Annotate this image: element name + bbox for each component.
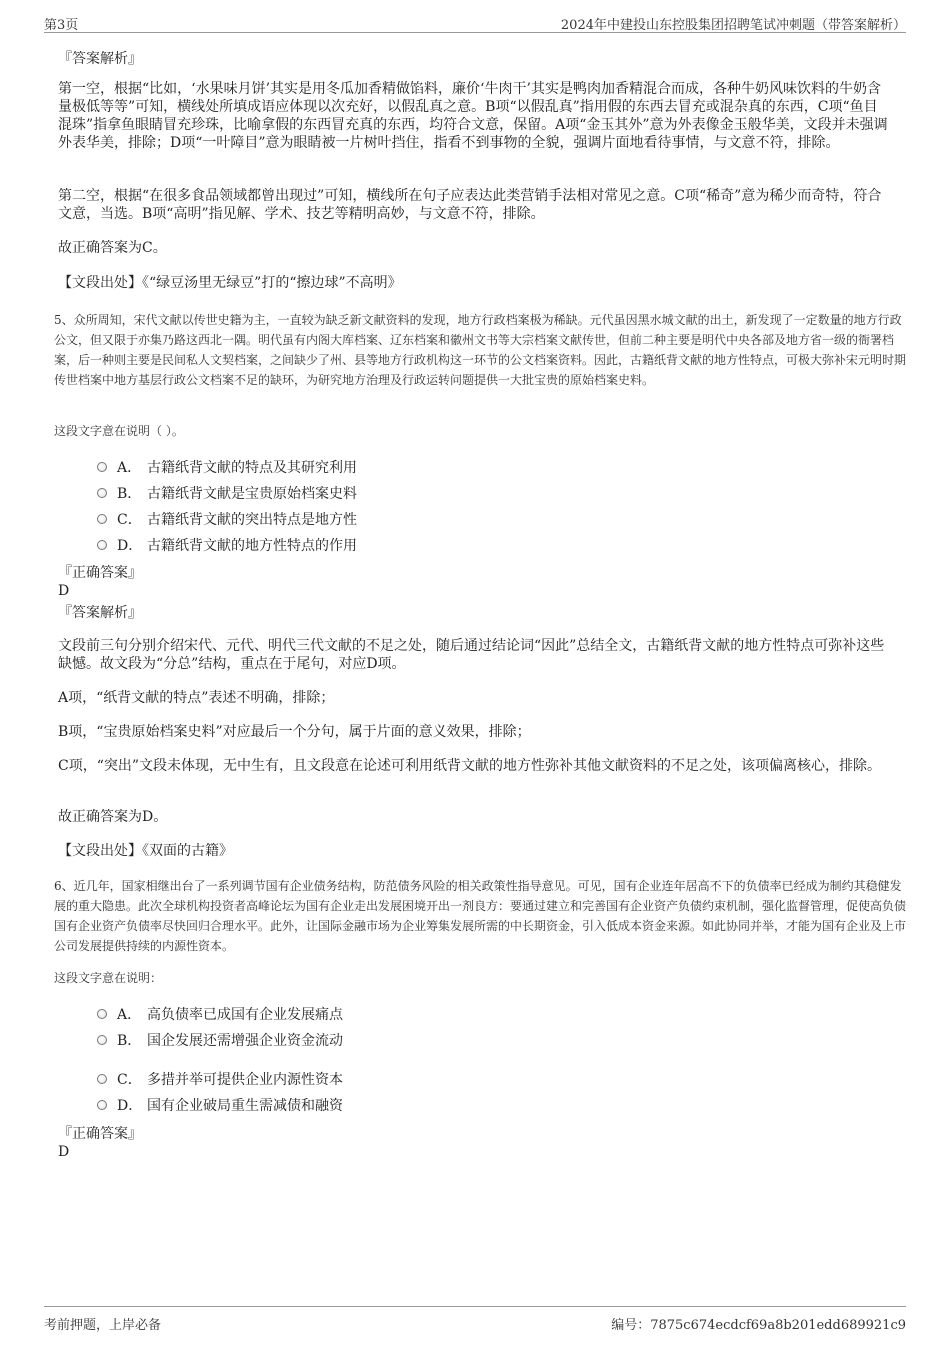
question-5-stem: 5、众所周知，宋代文献以传世史籍为主，一直较为缺乏新文献资料的发现，地方行政档案极为稀缺。元代虽因黑水城文献的出土，新发现了一定数量的地方行政公文，但又限于亦集乃路这西北一隅。明代虽有内阁大库档案、辽东档案和徽州文书等大宗档案文献传世，但前二种主要是明代中央各部及地方省一级的衙署档案，后一种则主要是民间私人文契档案，之间缺少了州、县等地方行政机构这一环节的公文档案资料。因此，古籍纸背文献的地方性特点，可极大弥补宋元明时期传世档案中地方基层行政公文档案不足的缺环，为研究地方治理及行政运转问题提供一大批宝贵的原始档案史料。: [54, 313, 907, 387]
radio-icon[interactable]: [97, 1100, 107, 1110]
radio-icon[interactable]: [97, 514, 107, 524]
footer-serial: 编号：7875c674ecdcf69a8b201edd689921c9: [611, 1318, 906, 1333]
question-5-prompt: 这段文字意在说明（ ）。: [54, 424, 184, 438]
page-header: [44, 12, 906, 33]
question-5-option-b[interactable]: B． 古籍纸背文献是宝贵原始档案史料: [97, 484, 357, 504]
radio-icon[interactable]: [97, 488, 107, 498]
footer-slogan: 考前押题，上岸必备: [44, 1318, 162, 1333]
answer-label-6: 『正确答案』: [58, 1126, 142, 1142]
source-5: 【文段出处】《双面的古籍》: [58, 843, 233, 859]
analysis-para-2: 第二空，根据“在很多食品领域都曾出现过”可知，横线所在句子应表达此类营销手法相对常见之意。C项“稀奇”意为稀少而奇特，符合文意，当选。B项“高明”指见解、学术、技艺等精明高妙，与文意不符，排除。: [58, 188, 882, 222]
question-5-option-a[interactable]: A． 古籍纸背文献的特点及其研究利用: [97, 458, 357, 478]
document-title: 2024年中建投山东控股集团招聘笔试冲刺题（带答案解析）: [560, 18, 906, 33]
answer-5: D: [58, 583, 70, 599]
radio-icon[interactable]: [97, 1074, 107, 1084]
radio-icon[interactable]: [97, 540, 107, 550]
radio-icon[interactable]: [97, 462, 107, 472]
explain-c-5: C项，“突出”文段未体现，无中生有，且文段意在论述可利用纸背文献的地方性弥补其他文献资料的不足之处，该项偏离核心，排除。: [58, 758, 882, 774]
question-6-option-b[interactable]: B． 国企发展还需增强企业资金流动: [97, 1031, 343, 1051]
question-5-option-c[interactable]: C． 古籍纸背文献的突出特点是地方性: [97, 510, 357, 530]
question-6-stem: 6、近几年，国家相继出台了一系列调节国有企业债务结构，防范债务风险的相关政策性指导意见。可见，国有企业连年居高不下的负债率已经成为制约其稳健发展的重大隐患。此次全球机构投资者高峰论坛为国有企业走出发展困境开出一剂良方：要通过建立和完善国有企业资产负债约束机制，强化监督管理，促使高负债国有企业资产负债率尽快回归合理水平。此外，让国际金融市场为企业筹集发展所需的中长期资金，引入低成本资金来源。如此协同并举，才能为国有企业及上市公司发展提供持续的内源性资本。: [54, 879, 907, 953]
analysis-label-1: 『答案解析』: [58, 51, 142, 67]
answer-6: D: [58, 1144, 70, 1160]
explain-b-5: B项，“宝贵原始档案史料”对应最后一个分句，属于片面的意义效果，排除；: [58, 724, 531, 740]
explain-a-5: A项，“纸背文献的特点”表述不明确，排除；: [58, 690, 335, 706]
question-6-option-a[interactable]: A． 高负债率已成国有企业发展痛点: [97, 1005, 343, 1025]
question-6-option-d[interactable]: D． 国有企业破局重生需减债和融资: [97, 1096, 343, 1116]
question-6-option-c[interactable]: C． 多措并举可提供企业内源性资本: [97, 1070, 343, 1090]
conclusion-1: 故正确答案为C。: [58, 240, 167, 256]
radio-icon[interactable]: [97, 1009, 107, 1019]
answer-label-5: 『正确答案』: [58, 565, 142, 581]
analysis-5: 文段前三句分别介绍宋代、元代、明代三代文献的不足之处，随后通过结论词“因此”总结全文，古籍纸背文献的地方性特点可弥补这些缺憾。故文段为“分总”结构，重点在于尾句，对应D项。: [58, 638, 885, 672]
conclusion-5: 故正确答案为D。: [58, 809, 168, 825]
analysis-para-1: 第一空，根据“比如，‘水果味月饼’其实是用冬瓜加香精做馅料，廉价‘牛肉干’其实是鸭肉加香精混合而成，各种牛奶风味饮料的牛奶含量极低等等”可知，横线处所填成语应体现以次充好，以假乱真之意。B项“以假乱真”指用假的东西去冒充或混杂真的东西，C项“鱼目混珠”指拿鱼眼睛冒充珍珠，比喻拿假的东西冒充真的东西，均符合文意，保留。A项“金玉其外”意为外表像金玉般华美，文段并未强调外表华美，排除；D项“一叶障目”意为眼睛被一片树叶挡住，指看不到事物的全貌，强调片面地看待事情，与文意不符，排除。: [58, 81, 888, 151]
question-5-option-d[interactable]: D． 古籍纸背文献的地方性特点的作用: [97, 536, 357, 556]
page-number: 第3页: [44, 18, 79, 33]
question-6-prompt: 这段文字意在说明：: [54, 971, 163, 985]
radio-icon[interactable]: [97, 1035, 107, 1045]
analysis-label-5: 『答案解析』: [58, 605, 142, 621]
source-1: 【文段出处】《“绿豆汤里无绿豆”打的“擦边球”不高明》: [58, 275, 402, 291]
page-footer: [44, 1306, 906, 1333]
